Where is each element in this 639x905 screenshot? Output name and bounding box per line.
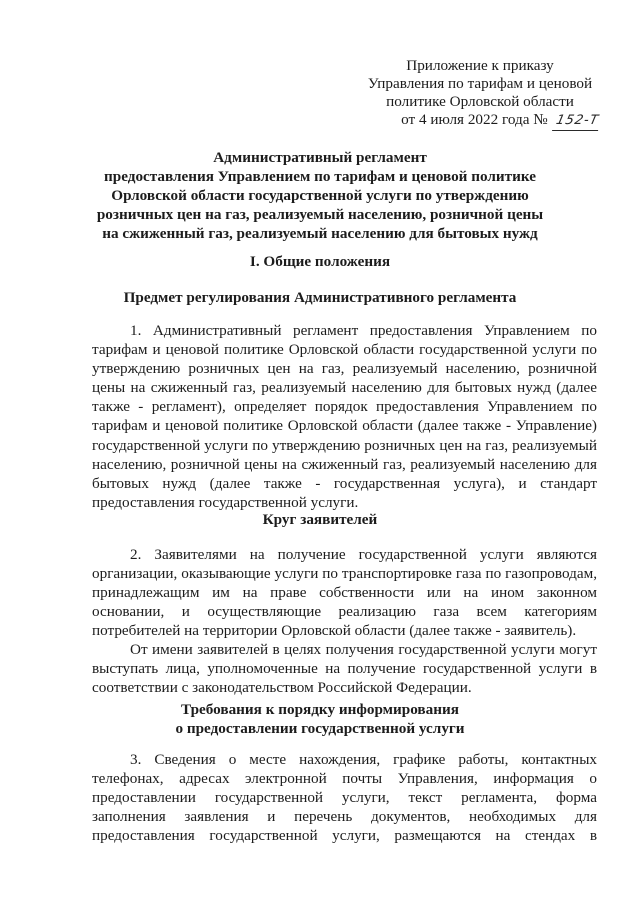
paragraph-line: От имени заявителей в целях получения государственной услуги могут (130, 641, 597, 658)
section-heading-general (80, 252, 560, 271)
paragraph-line: населению, розничной цены на сжиженный газ, реализуемый населению для (92, 455, 597, 473)
paragraph-4 (92, 750, 597, 845)
title-line: на сжиженный газ, реализуемый населению для бытовых нужд (102, 225, 538, 242)
paragraph-line: бытовых нужд (далее также - государственная услуга), и стандарт (92, 474, 597, 492)
title-line: Административный регламент (213, 149, 427, 166)
paragraph-line: телефонах, адресах электронной почты Управления, информация о (92, 770, 597, 788)
paragraph-line: 2. Заявителями на получение государственной услуги являются (130, 546, 597, 563)
paragraph-3 (92, 640, 597, 697)
section-heading-text: I. Общие положения (249, 253, 391, 270)
paragraph-line: потребителей на территории Орловской области (далее также - заявитель). (92, 622, 577, 640)
paragraph-line: также - регламент), определяет порядок предоставления Управлением по (92, 398, 597, 416)
paragraph-line: утверждению розничных цен на газ, реализуемый населению, розничной (92, 360, 597, 378)
subsection-heading-requirements (80, 700, 560, 738)
appendix-header (360, 57, 600, 131)
paragraph-1 (92, 321, 597, 512)
appendix-line: политике Орловской области (386, 93, 574, 110)
order-number-handwritten: 152-Т (552, 112, 602, 131)
paragraph-2 (92, 545, 597, 640)
paragraph-line: цены на сжиженный газ, реализуемый населению для бытовых нужд (далее (92, 379, 597, 397)
appendix-line: Приложение к приказу (406, 57, 554, 74)
document-title (95, 148, 545, 243)
paragraph-line: организации, оказывающие услуги по транспортировке газа по газопроводам, (92, 565, 597, 583)
title-line: Орловской области государственной услуги по утверждению (111, 187, 529, 204)
paragraph-line: принадлежащим им на праве собственности или на ином законном (92, 584, 597, 602)
paragraph-line: тарифам и ценовой политике Орловской области (далее также - Управление) (92, 417, 597, 435)
paragraph-line: 1. Административный регламент предоставления Управлением по (130, 322, 597, 339)
appendix-date: от 4 июля 2022 года № (401, 111, 548, 128)
title-line: розничных цен на газ, реализуемый населению, розничной цены (96, 206, 544, 223)
subsection-heading-text: Предмет регулирования Административного регламента (123, 289, 517, 306)
paragraph-line: предоставления государственной услуги, размещаются на стендах в (92, 827, 597, 845)
appendix-date-line (360, 111, 600, 131)
subsection-heading-applicants (80, 510, 560, 529)
paragraph-line: 3. Сведения о месте нахождения, графике работы, контактных (130, 751, 597, 768)
subsection-heading-text: Требования к порядку информирования (181, 701, 459, 718)
subsection-heading-text: о предоставлении государственной услуги (175, 720, 465, 737)
paragraph-line: тарифам и ценовой политике Орловской области государственной услуги по (92, 341, 597, 359)
paragraph-line: основании, и осуществляющие реализацию газа всем категориям (92, 603, 597, 621)
paragraph-line: соответствии с законодательством Российской Федерации. (92, 679, 472, 697)
paragraph-line: заполнения заявления и перечень документов, необходимых для (92, 808, 597, 826)
paragraph-line: государственной услуги по утверждению розничных цен на газ, реализуемый (92, 436, 597, 454)
title-line: предоставления Управлением по тарифам и ценовой политике (104, 168, 536, 185)
paragraph-line: предоставления государственной услуги. (92, 493, 359, 511)
subsection-heading-subject (80, 288, 560, 307)
paragraph-line: выступать лица, уполномоченные на получение государственной услуги в (92, 660, 597, 678)
appendix-line: Управления по тарифам и ценовой (367, 75, 593, 92)
paragraph-line: предоставлении государственной услуги, текст регламента, форма (92, 789, 597, 807)
subsection-heading-text: Круг заявителей (262, 511, 378, 528)
